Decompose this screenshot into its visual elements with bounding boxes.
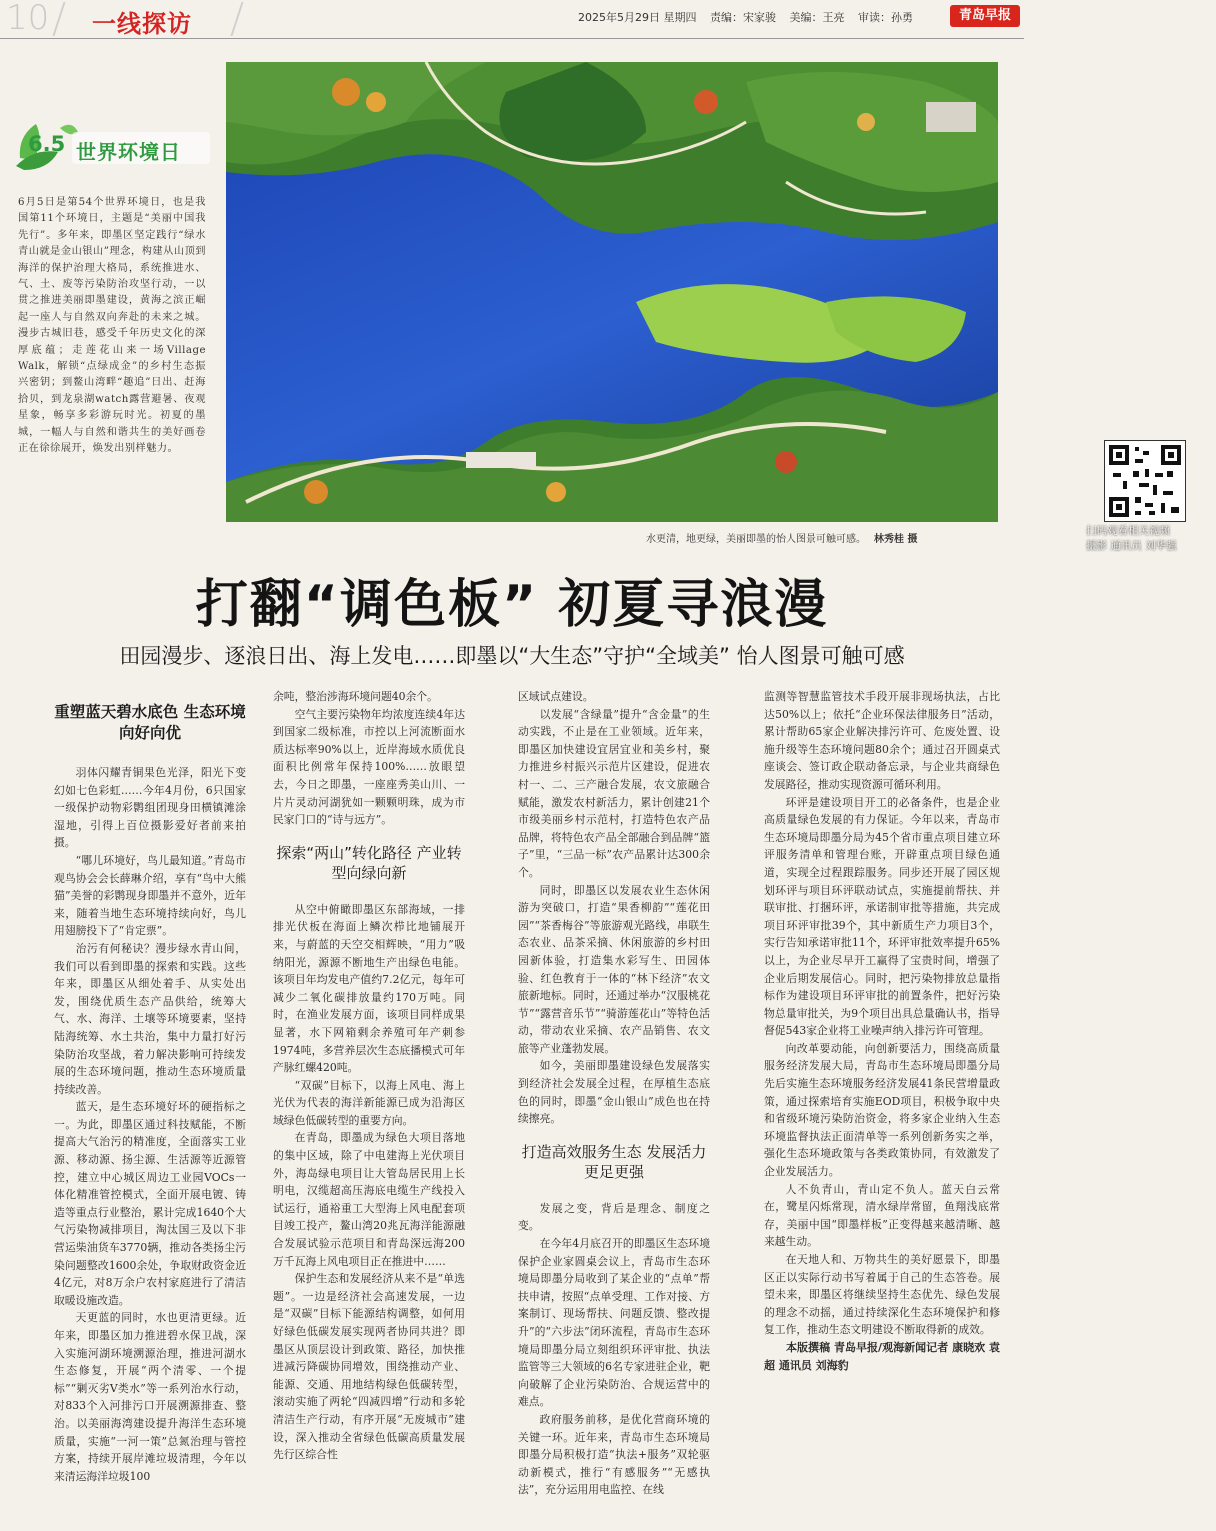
intro-paragraph: 6月5日是第54个世界环境日，也是我国第11个环境日，主题是“美丽中国我先行”。多年来，即墨区坚定践行“绿水青山就是金山银山”理念，构建从山顶到海洋的保护治理大格局，系统推进水、气、土、废等污染防治攻坚行动，一以贯之推进美丽即墨建设，黄海之滨正崛起一座人与自然双向奔赴的未来之城。漫步古城旧巷，感受千年历史文化的深厚底蕴；走莲花山来一场Village Walk，解锁“点绿成金”的乡村生态振兴密钥；到鳌山湾畔“趣追”日出、赶海拾贝，到龙泉湖watch露营避暑、夜观星象，畅享多彩游玩时光。初夏的墨城，一幅人与自然和谐共生的美好画卷正在徐徐展开，焕发出别样魅力。: [18, 197, 206, 455]
article-column-2: [273, 688, 465, 1464]
designer-credit: 美编：王亮: [789, 11, 845, 24]
article-paragraph: “哪儿环境好，鸟儿最知道。”青岛市观鸟协会会长薛琳介绍，享有“鸟中大熊猫”美誉的彩鹮现身即墨并不意外，近年来，随着当地生态环境持续向好，鸟儿用翅膀投下了“肯定票”。: [54, 853, 246, 938]
article-paragraph: 向改革要动能，向创新要活力，围绕高质量服务经济发展大局，青岛市生态环境局即墨分局先后实施生态环境服务经济发展41条民营增量政策，通过探索培育实施EOD项目，积极争取中央和省级环境污染防治资金，将多家企业纳入生态环境监督执法正面清单等一系列创新务实之举，强化生态环境政策与各类政策协同，有效激发了企业发展活力。: [764, 1041, 1000, 1179]
article-paragraph: 余吨，整治涉海环境问题40余个。: [273, 690, 438, 703]
badge-date: 6.5: [28, 132, 66, 156]
article-paragraph: 天更蓝的同时，水也更清更绿。近年来，即墨区加力推进碧水保卫战，深入实施河湖环境溯源治理，推进河湖水生态修复，开展“两个清零、一个提标”“剿灭劣V类水”等一系列治水行动，对833个入河排污口开展溯源排查、整治。以美丽海湾建设提升海洋生态环境质量，实施“一河一策”总氮治理与管控方案，持续开展岸滩垃圾清理，今年以来清运海洋垃圾100: [54, 1311, 246, 1483]
article-paragraph: 如今，美丽即墨建设绿色发展落实到经济社会发展全过程，在厚植生态底色的同时，即墨“金山银山”成色也在持续擦亮。: [518, 1059, 710, 1126]
badge-label: 世界环境日: [76, 140, 181, 164]
article-paragraph: 在今年4月底召开的即墨区生态环境保护企业家圆桌会议上，青岛市生态环境局即墨分局收到了某企业的“点单”帮扶申请，按照“点单受理、工作对接、方案制订、现场帮扶、问题反馈、整改提升”的“六步法”闭环流程，青岛市生态环境局即墨分局立刻组织环评审批、执法监管等三大领域的6名专家进驻企业，靶向破解了企业污染防治、合规运营中的难点。: [518, 1237, 710, 1409]
issue-date: 2025年5月29日 星期四: [578, 11, 697, 24]
qr-code[interactable]: [1104, 440, 1186, 522]
qr-caption-line: 扫码观看相关视频: [1086, 525, 1170, 537]
section-subheading: 打造高效服务生态 发展活力更足更强: [521, 1142, 707, 1181]
environment-day-badge: [14, 118, 214, 174]
article-paragraph: 政府服务前移，是优化营商环境的关键一环。近年来，青岛市生态环境局即墨分局积极打造“执法+服务”双轮驱动新模式，推行“有感服务”“无感执法”，充分运用用电监控、在线: [518, 1412, 710, 1497]
section-subheading: 重塑蓝天碧水底色 生态环境向好向优: [54, 703, 246, 742]
article-paragraph: 蓝天，是生态环境好坏的硬指标之一。为此，即墨区通过科技赋能，不断提高大气治污的精准度，全面落实工业源、移动源、扬尘源、生活源等近源管控，建立中心城区周边工业园VOCs一体化精准管控模式，全面开展电镀、铸造等重点行业整治，累计完成1640个大气污染物减排项目，淘汰国三及以下非营运柴油货车3770辆，推动各类扬尘污染问题整改1600余处，争取财政资金近4亿元，对8万余户农村家庭进行了清洁取暖设施改造。: [54, 1100, 246, 1307]
byline: 本版撰稿 青岛早报/观海新闻记者 康晓欢 袁超 通讯员 刘海豹: [764, 1340, 1000, 1372]
article-paragraph: 发展之变，背后是理念、制度之变。: [518, 1201, 710, 1233]
proofreader-credit: 审读：孙勇: [858, 11, 913, 24]
article-paragraph: 在青岛，即墨成为绿色大项目落地的集中区域，除了中电建海上光伏项目外，海岛绿电项目让大管岛居民用上长明电，汉缆超高压海底电缆生产线投入试运行，通裕重工大型海上风电配套项目竣工投产，鳌山湾20兆瓦海洋能源融合发展试验示范项目和青岛深远海200万千瓦海上风电项目正在推进中……: [273, 1131, 465, 1268]
article-column-4: [764, 688, 1000, 1374]
article-column-3: [518, 688, 710, 1499]
header-rule: [0, 38, 1024, 39]
article-paragraph: 治污有何秘诀？漫步绿水青山间，我们可以看到即墨的探索和实践。这些年来，即墨区从细处着手、从实处出发，围绕优质生态产品供给，统筹大气、水、海洋、土壤等环境要素，坚持陆海统筹、水土共治，集中力量打好污染防治攻坚战，着力解决影响可持续发展的生态环境问题，推动生态环境质量持续改善。: [54, 941, 246, 1096]
header-divider: [52, 2, 65, 36]
brand-logo: 青岛早报: [950, 5, 1020, 27]
article-paragraph: 区域试点建设。: [518, 690, 594, 703]
article-paragraph: 环评是建设项目开工的必备条件，也是企业高质量绿色发展的有力保证。今年以来，青岛市生态环境局即墨分局为45个省市重点项目建立环评服务清单和管理台账，开辟重点项目绿色通道，实现全过程跟踪服务。同步还开展了园区规划环评与项目环评联动试点，实施提前帮扶、并联审批、打捆环评，承诺制审批等措施，共完成项目环评审批39个，其中新质生产力项目3个，实行告知承诺审批11个，环评审批效率提升65%以上，为企业尽早开工赢得了宝贵时间，增强了企业后期发展信心。同时，把污染物排放总量指标作为建设项目环评审批的前置条件，把好污染物总量审批关，为9个项目出具总量确认书，指导督促543家企业将工业噪声纳入排污许可管理。: [764, 795, 1000, 1038]
article-paragraph: 在天地人和、万物共生的美好愿景下，即墨区正以实际行动书写着属于自己的生态答卷。展望未来，即墨区将继续坚持生态优先、绿色发展的理念不动摇，通过持续深化生态环境保护和修复工作，推动生态文明建设不断取得新的成效。: [764, 1253, 1000, 1337]
headline: 打翻“调色板” 初夏寻浪漫: [195, 575, 829, 635]
article-paragraph: 监测等智慧监管技术手段开展非现场执法，占比达50%以上；依托“企业环保法律服务日”活动，累计帮助65家企业解决排污许可、危废处置、设施升级等生态环境问题80余个；通过召开圆桌式座谈会、签订政企联动备忘录，与企业共商绿色发展路径，推动实现资源可循环利用。: [764, 690, 1000, 791]
qr-caption-line: 摄影 通讯员 刘华强: [1086, 540, 1177, 552]
article-paragraph: 空气主要污染物年均浓度连续4年达到国家二级标准，市控以上河流断面水质达标率90%以上，近岸海域水质优良面积比例常年保持100%……放眼望去，今日之即墨，一座座秀美山川、一片片灵动河湖犹如一颗颗明珠，成为市民家门口的“诗与远方”。: [273, 707, 465, 827]
qr-caption: [1086, 524, 1216, 554]
qr-code-icon: [1105, 441, 1185, 521]
header-divider: [230, 2, 243, 36]
article-paragraph: 同时，即墨区以发展农业生态休闲游为突破口，打造“果香柳韵”“莲花田园”“茶香梅谷”等旅游观光路线，串联生态农业、品茶采摘、休闲旅游的乡村田园新体验，打造集水彩写生、田园体验、红色教育于一体的“林下经济”农文旅新地标。同时，还通过举办“汉服桃花节”“露营音乐节”“骑游莲花山”等特色活动，带动农业采摘、农产品销售、农文旅等产业蓬勃发展。: [518, 883, 710, 1055]
article-paragraph: 羽体闪耀青铜果色光泽，阳光下变幻如七色彩虹……今年4月份，6只国家一级保护动物彩鹮组团现身田横镇滩涂湿地，引得上百位摄影爱好者前来拍摄。: [54, 766, 246, 850]
subheadline: 田园漫步、逐浪日出、海上发电……即墨以“大生态”守护“全域美” 怡人图景可触可感: [119, 644, 905, 668]
article-paragraph: 以发展“含绿量”提升“含金量”的生动实践，不止是在工业领域。近年来，即墨区加快建设宜居宜业和美乡村，聚力推进乡村振兴示范片区建设，促进农村一、二、三产融合发展，农文旅融合赋能，激发农村新活力，累计创建21个市级美丽乡村示范村，打造特色农产品品牌，将特色农产品全部融合到品牌“篮子”里，“三品一标”农产品累计达300余个。: [518, 707, 710, 879]
article-column-1: [54, 688, 246, 1485]
page-header: [0, 0, 1024, 42]
article-paragraph: 人不负青山，青山定不负人。蓝天白云常在，鹭星闪烁常现，清水绿岸常留，鱼翔浅底常存，美丽中国“即墨样板”正变得越来越清晰、越来越生动。: [764, 1182, 1000, 1249]
section-title: 一线探访: [92, 10, 192, 38]
aerial-park-illustration: [226, 62, 998, 522]
section-subheading: 探索“两山”转化路径 产业转型向绿向新: [276, 843, 462, 882]
article-paragraph: 保护生态和发展经济从来不是“单选题”。一边是经济社会高速发展，一边是“双碳”目标下能源结构调整，如何用好绿色低碳发展实现两者协同共进？即墨区从顶层设计到政策、路径，加快推进减污降碳协同增效，围绕推动产业、能源、交通、用地结构绿色低碳转型，滚动实施了两轮“四减四增”行动和多轮清洁生产行动，有序开展“无废城市”建设，深入推动全省绿色低碳高质量发展先行区综合性: [273, 1272, 465, 1462]
editor-credit: 责编：宋家骏: [710, 11, 776, 24]
article-paragraph: “双碳”目标下，以海上风电、海上光伏为代表的海洋新能源已成为沿海区域绿色低碳转型的重要方向。: [273, 1078, 465, 1127]
photographer-credit: 林秀桂 摄: [874, 534, 918, 545]
caption-text: 水更清，地更绿，美丽即墨的怡人图景可触可感。: [646, 534, 866, 545]
header-meta: [578, 9, 923, 25]
photo-caption: [646, 530, 917, 545]
article-paragraph: 从空中俯瞰即墨区东部海域，一排排光伏板在海面上鳞次栉比地铺展开来，与蔚蓝的天空交相辉映，“用力”吸纳阳光，源源不断地生产出绿色电能。该项目年均发电产值约7.2亿元，每年可减少二氧化碳排放量约170万吨。同时，在渔业发展方面，该项目同样成果显著，水下网箱剩余养殖可年产刺参1974吨，多营养层次生态底播模式可年产脉红螺420吨。: [273, 902, 465, 1075]
page-number: 10: [6, 0, 50, 38]
